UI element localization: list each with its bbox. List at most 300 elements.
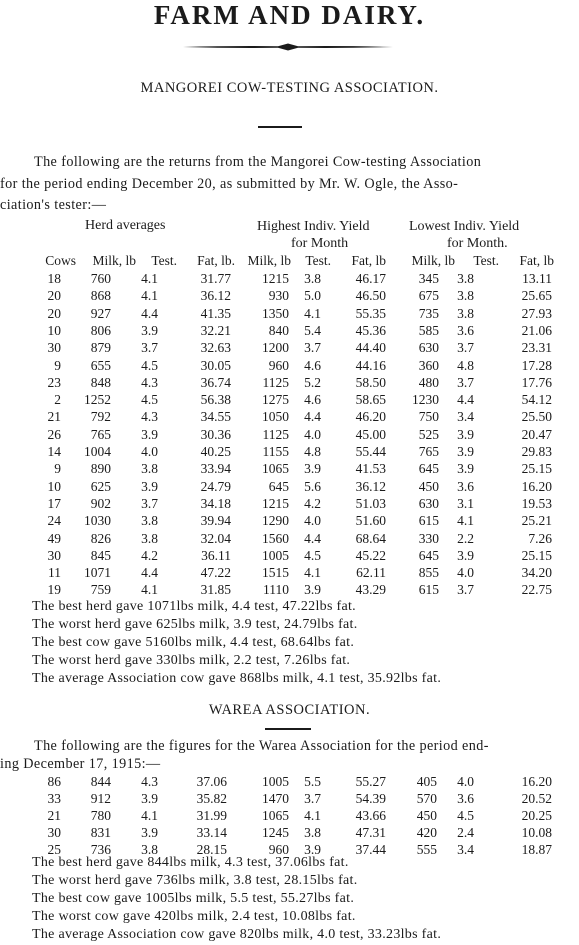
cell-low-fat: 10.08 <box>521 825 552 840</box>
intro-line-1: The following are the returns from the Mangorei Cow-testing Association <box>34 154 482 170</box>
cell-herd-test: 4.0 <box>141 444 158 459</box>
cell-herd-fat: 37.06 <box>196 774 227 789</box>
cell-high-fat: 62.11 <box>356 565 386 581</box>
summary-line: The best cow gave 5160lbs milk, 4.4 test, 68.64lbs fat. <box>32 635 355 650</box>
cell-low-test: 3.8 <box>457 305 474 321</box>
cell-low-fat: 29.83 <box>521 444 552 459</box>
cell-high-fat: 54.39 <box>355 791 386 806</box>
short-rule <box>265 728 311 730</box>
cell-cows: 19 <box>47 582 61 598</box>
cell-low-test: 3.9 <box>457 547 474 563</box>
cell-herd-milk: 831 <box>90 825 111 840</box>
group-header-lowest-sub: for Month. <box>447 236 508 251</box>
cell-high-fat: 58.65 <box>355 392 386 408</box>
cell-herd-milk: 927 <box>90 305 111 321</box>
cell-high-milk: 1470 <box>262 791 289 806</box>
cell-cows: 9 <box>54 357 61 373</box>
cell-herd-fat: 41.35 <box>200 305 231 321</box>
cell-low-milk: 675 <box>418 288 439 304</box>
table-row <box>0 358 579 375</box>
cell-low-fat: 19.53 <box>521 495 552 511</box>
cell-high-milk: 1125 <box>262 374 289 390</box>
cell-low-fat: 23.31 <box>521 340 552 356</box>
cell-low-milk: 555 <box>416 842 437 857</box>
cell-high-fat: 68.64 <box>355 530 386 546</box>
cell-low-test: 3.7 <box>457 582 474 598</box>
cell-herd-fat: 30.05 <box>200 357 231 373</box>
table-row <box>0 323 579 340</box>
cell-herd-fat: 31.77 <box>200 271 231 286</box>
cell-low-milk: 525 <box>418 426 439 442</box>
cell-low-milk: 630 <box>418 340 439 356</box>
cell-high-fat: 55.35 <box>355 305 386 321</box>
cell-herd-milk: 902 <box>90 495 111 511</box>
cell-low-milk: 855 <box>418 565 439 581</box>
group-header-highest-sub: for Month <box>291 236 349 251</box>
cell-low-test: 4.4 <box>457 392 474 408</box>
cell-herd-milk: 765 <box>90 426 111 442</box>
cell-low-milk: 330 <box>418 530 439 546</box>
cell-herd-test: 3.7 <box>141 340 158 356</box>
cell-herd-test: 3.8 <box>141 461 158 477</box>
cell-herd-milk: 890 <box>90 461 111 477</box>
cell-herd-milk: 760 <box>90 271 111 286</box>
cell-high-fat: 47.31 <box>355 825 386 840</box>
cell-high-fat: 44.40 <box>355 340 386 356</box>
table-row <box>0 409 579 426</box>
cell-herd-test: 3.8 <box>141 842 158 857</box>
cell-herd-fat: 39.94 <box>200 513 231 529</box>
cell-herd-test: 4.3 <box>141 409 158 425</box>
cell-cows: 20 <box>47 305 61 321</box>
cell-herd-fat: 31.99 <box>196 808 227 823</box>
table-row <box>0 791 579 808</box>
column-header-herd-test: Test. <box>151 253 177 268</box>
cell-herd-milk: 792 <box>90 409 111 425</box>
table-row <box>0 496 579 513</box>
cell-low-milk: 570 <box>416 791 437 806</box>
cell-herd-fat: 56.38 <box>200 392 231 408</box>
cell-low-milk: 615 <box>418 582 439 598</box>
cell-herd-fat: 32.04 <box>200 530 231 546</box>
cell-high-milk: 1350 <box>262 305 289 321</box>
table-row <box>0 774 579 791</box>
cell-high-test: 4.1 <box>304 808 321 823</box>
cell-cows: 25 <box>47 842 61 857</box>
table-row <box>0 565 579 582</box>
column-header-high-test: Test. <box>305 253 331 268</box>
table-row <box>0 271 579 288</box>
cell-cows: 10 <box>47 478 61 494</box>
table-row <box>0 582 579 599</box>
cell-low-milk: 630 <box>418 495 439 511</box>
cell-low-test: 3.6 <box>457 478 474 494</box>
cell-herd-fat: 47.22 <box>200 565 231 581</box>
cell-low-test: 4.8 <box>457 357 474 373</box>
cell-low-fat: 25.15 <box>521 461 552 477</box>
cell-high-milk: 1215 <box>262 495 289 511</box>
cell-high-milk: 1290 <box>262 513 289 529</box>
cell-low-test: 4.0 <box>457 774 474 789</box>
cell-herd-milk: 868 <box>90 288 111 304</box>
cell-herd-test: 3.9 <box>141 791 158 806</box>
warea-intro-line-2: ing December 17, 1915:— <box>0 756 161 772</box>
cell-high-milk: 1050 <box>262 409 289 425</box>
cell-low-fat: 25.50 <box>521 409 552 425</box>
cell-high-milk: 1215 <box>262 271 289 286</box>
cell-high-fat: 46.17 <box>355 271 386 286</box>
cell-herd-test: 3.9 <box>141 322 158 338</box>
cell-low-milk: 360 <box>418 357 439 373</box>
cell-low-test: 3.6 <box>457 322 474 338</box>
cell-herd-fat: 24.79 <box>200 478 231 494</box>
table-row <box>0 513 579 530</box>
cell-herd-fat: 33.14 <box>196 825 227 840</box>
cell-high-test: 3.9 <box>304 461 321 477</box>
cell-high-milk: 1110 <box>263 582 289 598</box>
summary-line: The worst herd gave 625lbs milk, 3.9 test, 24.79lbs fat. <box>32 617 358 632</box>
cell-low-test: 3.9 <box>457 426 474 442</box>
cell-high-test: 5.2 <box>304 374 321 390</box>
cell-cows: 86 <box>47 774 61 789</box>
cell-low-fat: 54.12 <box>521 392 552 408</box>
cell-herd-test: 4.1 <box>141 808 158 823</box>
cell-herd-milk: 736 <box>90 842 111 857</box>
cell-herd-test: 4.5 <box>141 357 158 373</box>
cell-herd-milk: 848 <box>90 374 111 390</box>
cell-low-milk: 480 <box>418 374 439 390</box>
cell-low-milk: 645 <box>418 547 439 563</box>
group-header-herd: Herd averages <box>85 218 166 233</box>
cell-herd-test: 4.3 <box>141 774 158 789</box>
cell-high-test: 4.8 <box>304 444 321 459</box>
cell-high-milk: 1515 <box>262 565 289 581</box>
column-header-cows: Cows <box>45 253 76 268</box>
warea-summary-line: The worst cow gave 420lbs milk, 2.4 test, 10.08lbs fat. <box>32 909 356 924</box>
ornament-divider <box>183 43 393 51</box>
warea-intro-line-1: The following are the figures for the Warea Association for the period end- <box>34 738 489 754</box>
intro-line-3: ciation's tester:— <box>0 197 107 213</box>
cell-herd-fat: 32.63 <box>200 340 231 356</box>
cell-herd-milk: 879 <box>90 340 111 356</box>
cell-cows: 18 <box>47 271 61 286</box>
cell-high-fat: 46.20 <box>355 409 386 425</box>
cell-herd-fat: 40.25 <box>200 444 231 459</box>
cell-high-test: 5.6 <box>304 478 321 494</box>
cell-high-milk: 840 <box>268 322 289 338</box>
cell-herd-milk: 1252 <box>84 392 111 408</box>
cell-low-milk: 450 <box>418 478 439 494</box>
cell-herd-milk: 1004 <box>84 444 111 459</box>
table-row <box>0 392 579 409</box>
cell-high-test: 3.8 <box>304 825 321 840</box>
cell-cows: 30 <box>47 547 61 563</box>
cell-low-milk: 750 <box>418 409 439 425</box>
cell-low-fat: 17.28 <box>521 357 552 373</box>
cell-high-test: 4.6 <box>304 357 321 373</box>
cell-high-fat: 45.22 <box>355 547 386 563</box>
cell-high-fat: 51.60 <box>355 513 386 529</box>
cell-herd-test: 3.8 <box>141 530 158 546</box>
cell-low-test: 4.5 <box>457 808 474 823</box>
cell-herd-test: 3.9 <box>141 478 158 494</box>
cell-high-test: 4.1 <box>304 565 321 581</box>
table-row <box>0 479 579 496</box>
cell-high-test: 4.4 <box>304 409 321 425</box>
cell-high-milk: 1005 <box>262 547 289 563</box>
page-title: FARM AND DAIRY. <box>153 0 426 30</box>
cell-high-test: 3.7 <box>304 791 321 806</box>
cell-low-milk: 420 <box>416 825 437 840</box>
cell-herd-test: 3.9 <box>141 825 158 840</box>
cell-high-fat: 46.50 <box>355 288 386 304</box>
cell-high-fat: 43.29 <box>355 582 386 598</box>
summary-line: The average Association cow gave 868lbs milk, 4.1 test, 35.92lbs fat. <box>32 671 442 686</box>
cell-low-test: 3.8 <box>457 288 474 304</box>
table-row <box>0 444 579 461</box>
cell-high-test: 4.1 <box>304 305 321 321</box>
cell-cows: 17 <box>47 495 61 511</box>
table-row <box>0 531 579 548</box>
cell-cows: 21 <box>47 409 61 425</box>
cell-low-test: 4.1 <box>457 513 474 529</box>
cell-cows: 10 <box>47 322 61 338</box>
cell-herd-test: 3.7 <box>141 495 158 511</box>
cell-low-fat: 20.25 <box>521 808 552 823</box>
cell-high-test: 4.0 <box>304 513 321 529</box>
cell-herd-test: 3.9 <box>141 426 158 442</box>
cell-low-fat: 7.26 <box>528 530 552 546</box>
cell-herd-test: 4.1 <box>141 271 158 286</box>
warea-summary-line: The best cow gave 1005lbs milk, 5.5 test, 55.27lbs fat. <box>32 891 355 906</box>
cell-herd-milk: 655 <box>90 357 111 373</box>
cell-low-fat: 13.11 <box>522 271 552 286</box>
cell-low-milk: 405 <box>416 774 437 789</box>
cell-herd-fat: 28.15 <box>196 842 227 857</box>
cell-cows: 9 <box>54 461 61 477</box>
cell-herd-milk: 1030 <box>84 513 111 529</box>
cell-low-test: 2.4 <box>457 825 474 840</box>
cell-high-fat: 55.27 <box>355 774 386 789</box>
cell-high-milk: 960 <box>268 357 289 373</box>
cell-low-test: 3.9 <box>457 444 474 459</box>
cell-herd-fat: 30.36 <box>200 426 231 442</box>
column-header-row <box>0 253 579 270</box>
section-heading-warea: WAREA ASSOCIATION. <box>208 702 371 718</box>
cell-high-fat: 43.66 <box>355 808 386 823</box>
cell-cows: 2 <box>54 392 61 408</box>
group-header-lowest: Lowest Indiv. Yield <box>409 219 520 234</box>
table-row <box>0 548 579 565</box>
cell-high-milk: 1200 <box>262 340 289 356</box>
cell-herd-milk: 759 <box>90 582 111 598</box>
cell-herd-fat: 31.85 <box>200 582 231 598</box>
cell-cows: 26 <box>47 426 61 442</box>
table-row <box>0 461 579 478</box>
cell-herd-milk: 806 <box>90 322 111 338</box>
table-row <box>0 808 579 825</box>
cell-low-test: 3.4 <box>457 842 474 857</box>
summary-line: The worst herd gave 330lbs milk, 2.2 test, 7.26lbs fat. <box>32 653 351 668</box>
cell-high-test: 3.9 <box>304 582 321 598</box>
cell-high-milk: 1125 <box>262 426 289 442</box>
cell-high-milk: 1245 <box>262 825 289 840</box>
cell-low-fat: 16.20 <box>521 774 552 789</box>
cell-high-fat: 44.16 <box>355 357 386 373</box>
cell-herd-fat: 36.74 <box>200 374 231 390</box>
cell-low-test: 3.4 <box>457 409 474 425</box>
cell-herd-milk: 780 <box>90 808 111 823</box>
cell-low-fat: 25.21 <box>521 513 552 529</box>
table-row <box>0 340 579 357</box>
cell-herd-milk: 912 <box>90 791 111 806</box>
cell-high-test: 4.5 <box>304 547 321 563</box>
cell-high-test: 4.0 <box>304 426 321 442</box>
cell-high-milk: 1005 <box>262 774 289 789</box>
cell-low-milk: 450 <box>416 808 437 823</box>
cell-low-milk: 645 <box>418 461 439 477</box>
cell-high-test: 5.4 <box>304 322 321 338</box>
table-row <box>0 427 579 444</box>
cell-herd-test: 4.1 <box>141 288 158 304</box>
cell-low-fat: 18.87 <box>521 842 552 857</box>
column-header-low-fat: Fat, lb <box>519 253 554 268</box>
cell-cows: 33 <box>47 791 61 806</box>
section-heading-mangorei: MANGOREI COW-TESTING ASSOCIATION. <box>140 80 439 96</box>
cell-low-fat: 20.52 <box>521 791 552 806</box>
warea-summary-line: The best herd gave 844lbs milk, 4.3 test, 37.06lbs fat. <box>32 855 349 870</box>
cell-high-test: 5.0 <box>304 288 321 304</box>
summary-line: The best herd gave 1071lbs milk, 4.4 test, 47.22lbs fat. <box>32 599 356 614</box>
cell-high-fat: 37.44 <box>355 842 386 857</box>
cell-cows: 24 <box>47 513 61 529</box>
short-rule <box>258 126 302 128</box>
cell-low-fat: 22.75 <box>521 582 552 598</box>
cell-high-milk: 960 <box>268 842 289 857</box>
cell-high-milk: 1065 <box>262 461 289 477</box>
cell-herd-milk: 625 <box>90 478 111 494</box>
cell-high-milk: 645 <box>268 478 289 494</box>
cell-herd-test: 4.4 <box>141 305 158 321</box>
cell-herd-test: 4.3 <box>141 374 158 390</box>
cell-herd-fat: 35.82 <box>196 791 227 806</box>
cell-low-test: 3.7 <box>457 374 474 390</box>
cell-low-test: 3.1 <box>457 495 474 511</box>
cell-herd-milk: 845 <box>90 547 111 563</box>
cell-low-milk: 765 <box>418 444 439 459</box>
cell-herd-milk: 1071 <box>84 565 111 581</box>
column-header-low-milk: Milk, lb <box>411 253 455 268</box>
cell-herd-test: 4.4 <box>141 565 158 581</box>
cell-high-test: 3.7 <box>304 340 321 356</box>
cell-low-milk: 1230 <box>412 392 439 408</box>
cell-herd-test: 4.1 <box>141 582 158 598</box>
cell-low-milk: 615 <box>418 513 439 529</box>
cell-herd-test: 3.8 <box>141 513 158 529</box>
cell-herd-fat: 36.11 <box>201 547 231 563</box>
cell-high-milk: 1275 <box>262 392 289 408</box>
cell-high-fat: 36.12 <box>355 478 386 494</box>
cell-low-test: 2.2 <box>457 530 474 546</box>
cell-herd-milk: 826 <box>90 530 111 546</box>
cell-high-milk: 1560 <box>262 530 289 546</box>
cell-high-fat: 58.50 <box>355 374 386 390</box>
cell-high-test: 4.2 <box>304 495 321 511</box>
cell-cows: 30 <box>47 340 61 356</box>
cell-herd-test: 4.2 <box>141 547 158 563</box>
warea-summary-line: The average Association cow gave 820lbs milk, 4.0 test, 33.23lbs fat. <box>32 927 442 942</box>
cell-low-fat: 21.06 <box>521 322 552 338</box>
cell-cows: 23 <box>47 374 61 390</box>
cell-high-fat: 55.44 <box>355 444 386 459</box>
column-header-high-fat: Fat, lb <box>351 253 386 268</box>
cell-high-milk: 930 <box>268 288 289 304</box>
cell-cows: 20 <box>47 288 61 304</box>
warea-summary-line: The worst herd gave 736lbs milk, 3.8 test, 28.15lbs fat. <box>32 873 358 888</box>
cell-high-test: 5.5 <box>304 774 321 789</box>
cell-high-milk: 1065 <box>262 808 289 823</box>
group-header-highest: Highest Indiv. Yield <box>257 219 370 234</box>
cell-low-fat: 16.20 <box>521 478 552 494</box>
cell-herd-fat: 34.55 <box>200 409 231 425</box>
table-row <box>0 375 579 392</box>
cell-cows: 11 <box>48 565 61 581</box>
cell-herd-fat: 34.18 <box>200 495 231 511</box>
table-row <box>0 306 579 323</box>
cell-low-milk: 735 <box>418 305 439 321</box>
column-header-herd-milk: Milk, lb <box>92 253 136 268</box>
cell-low-fat: 20.47 <box>521 426 552 442</box>
cell-low-milk: 345 <box>418 271 439 286</box>
cell-low-test: 3.7 <box>457 340 474 356</box>
cell-herd-test: 4.5 <box>141 392 158 408</box>
cell-high-fat: 45.36 <box>355 322 386 338</box>
cell-high-fat: 51.03 <box>355 495 386 511</box>
cell-high-test: 4.6 <box>304 392 321 408</box>
cell-low-fat: 17.76 <box>521 374 552 390</box>
column-header-herd-fat: Fat, lb. <box>197 253 235 268</box>
cell-high-fat: 41.53 <box>355 461 386 477</box>
cell-herd-fat: 32.21 <box>200 322 231 338</box>
column-header-low-test: Test. <box>473 253 499 268</box>
intro-line-2: for the period ending December 20, as submitted by Mr. W. Ogle, the Asso- <box>0 176 459 192</box>
cell-herd-milk: 844 <box>90 774 111 789</box>
cell-cows: 30 <box>47 825 61 840</box>
cell-low-test: 3.8 <box>457 271 474 286</box>
cell-herd-fat: 33.94 <box>200 461 231 477</box>
cell-high-test: 3.9 <box>304 842 321 857</box>
cell-high-test: 3.8 <box>304 271 321 286</box>
cell-cows: 49 <box>47 530 61 546</box>
column-header-high-milk: Milk, lb <box>247 253 291 268</box>
table-row <box>0 288 579 305</box>
cell-cows: 14 <box>47 444 61 459</box>
cell-high-test: 4.4 <box>304 530 321 546</box>
cell-low-test: 3.9 <box>457 461 474 477</box>
cell-low-test: 3.6 <box>457 791 474 806</box>
cell-low-fat: 25.15 <box>521 547 552 563</box>
cell-high-milk: 1155 <box>262 444 289 459</box>
cell-low-fat: 34.20 <box>521 565 552 581</box>
cell-low-fat: 27.93 <box>521 305 552 321</box>
table-row <box>0 825 579 842</box>
cell-cows: 21 <box>47 808 61 823</box>
cell-low-test: 4.0 <box>457 565 474 581</box>
cell-high-fat: 45.00 <box>355 426 386 442</box>
cell-low-milk: 585 <box>418 322 439 338</box>
cell-low-fat: 25.65 <box>521 288 552 304</box>
cell-herd-fat: 36.12 <box>200 288 231 304</box>
